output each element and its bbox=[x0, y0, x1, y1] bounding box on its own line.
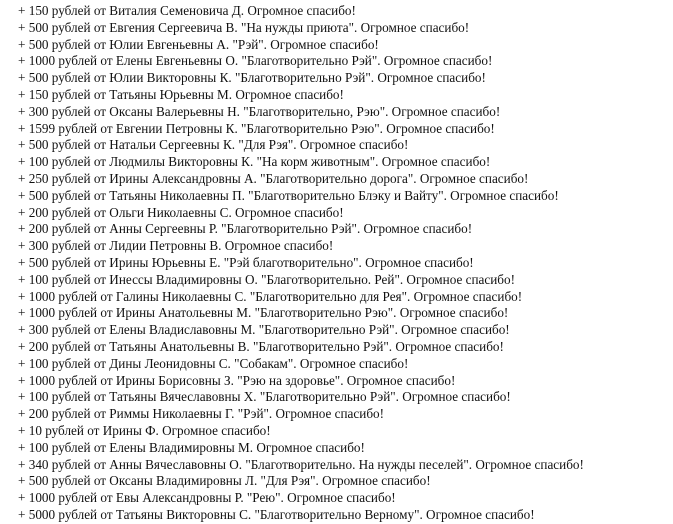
donation-line: + 300 рублей от Елены Владиславовны М. "Благотворительно Рэй". Огромное спасибо! bbox=[18, 322, 510, 338]
donation-line: + 100 рублей от Елены Владимировны М. Огромное спасибо! bbox=[18, 439, 365, 455]
donation-line: + 500 рублей от Юлии Викторовны К. "Благотворительно Рэй". Огромное спасибо! bbox=[18, 70, 486, 86]
donation-list bbox=[18, 3, 673, 524]
donation-line: + 150 рублей от Татьяны Юрьевны М. Огромное спасибо! bbox=[18, 86, 344, 102]
donation-line: + 100 рублей от Людмилы Викторовны К. "На корм животным". Огромное спасибо! bbox=[18, 154, 491, 170]
donation-line: + 500 рублей от Евгения Сергеевича В. "На нужды приюта". Огромное спасибо! bbox=[18, 19, 470, 35]
donation-line: + 100 рублей от Инессы Владимировны О. "Благотворительно. Рей". Огромное спасибо! bbox=[18, 271, 515, 287]
donation-line: + 150 рублей от Виталия Семеновича Д. Огромное спасибо! bbox=[18, 3, 356, 18]
donation-line: + 300 рублей от Лидии Петровны В. Огромное спасибо! bbox=[18, 238, 334, 254]
donation-line: + 500 рублей от Натальи Сергеевны К. "Для Рэя". Огромное спасибо! bbox=[18, 137, 409, 153]
donation-line: + 200 рублей от Анны Сергеевны Р. "Благотворительно Рэй". Огромное спасибо! bbox=[18, 221, 473, 237]
donation-line: + 1000 рублей от Елены Евгеньевны О. "Благотворительно Рэй". Огромное спасибо! bbox=[18, 53, 493, 69]
donation-line: + 500 рублей от Оксаны Владимировны Л. "Для Рэя". Огромное спасибо! bbox=[18, 473, 431, 489]
donation-line: + 1000 рублей от Ирины Анатольевны М. "Благотворительно Рэю". Огромное спасибо! bbox=[18, 305, 509, 321]
donation-line: + 340 рублей от Анны Вячеславовны О. "Благотворительно. На нужды песелей". Огромное спасибо! bbox=[18, 456, 584, 472]
donation-line: + 100 рублей от Дины Леонидовны С. "Собакам". Огромное спасибо! bbox=[18, 355, 409, 371]
donation-line: + 10 рублей от Ирины Ф. Огромное спасибо! bbox=[18, 422, 271, 438]
donation-line: + 300 рублей от Оксаны Валерьевны Н. "Благотворительно, Рэю". Огромное спасибо! bbox=[18, 103, 501, 119]
donation-line: + 1000 рублей от Евы Александровны Р. "Рею". Огромное спасибо! bbox=[18, 490, 396, 506]
donation-line: + 250 рублей от Ирины Александровны А. "Благотворительно дорога". Огромное спасибо! bbox=[18, 170, 529, 186]
donation-line: + 200 рублей от Ольги Николаевны С. Огромное спасибо! bbox=[18, 204, 344, 220]
donation-line: + 200 рублей от Татьяны Анатольевны В. "Благотворительно Рэй". Огромное спасибо! bbox=[18, 338, 504, 354]
donation-line: + 1000 рублей от Ирины Борисовны З. "Рэю на здоровье". Огромное спасибо! bbox=[18, 372, 456, 388]
donation-line: + 500 рублей от Юлии Евгеньевны А. "Рэй". Огромное спасибо! bbox=[18, 36, 379, 52]
donation-line: + 1000 рублей от Галины Николаевны С. "Благотворительно для Рея". Огромное спасибо! bbox=[18, 288, 523, 304]
donation-line: + 1599 рублей от Евгении Петровны К. "Благотворительно Рэю". Огромное спасибо! bbox=[18, 120, 495, 136]
donation-line: + 200 рублей от Риммы Николаевны Г. "Рэй". Огромное спасибо! bbox=[18, 406, 385, 422]
donation-line: + 500 рублей от Ирины Юрьевны Е. "Рэй благотворительно". Огромное спасибо! bbox=[18, 254, 474, 270]
donation-line: + 100 рублей от Татьяны Вячеславовны Х. "Благотворительно Рэй". Огромное спасибо! bbox=[18, 389, 511, 405]
donation-line: + 5000 рублей от Татьяны Викторовны С. "Благотворительно Верному". Огромное спасибо! bbox=[18, 506, 535, 522]
donation-line: + 500 рублей от Татьяны Николаевны П. "Благотворительно Блэку и Вайту". Огромное спасибо! bbox=[18, 187, 559, 203]
